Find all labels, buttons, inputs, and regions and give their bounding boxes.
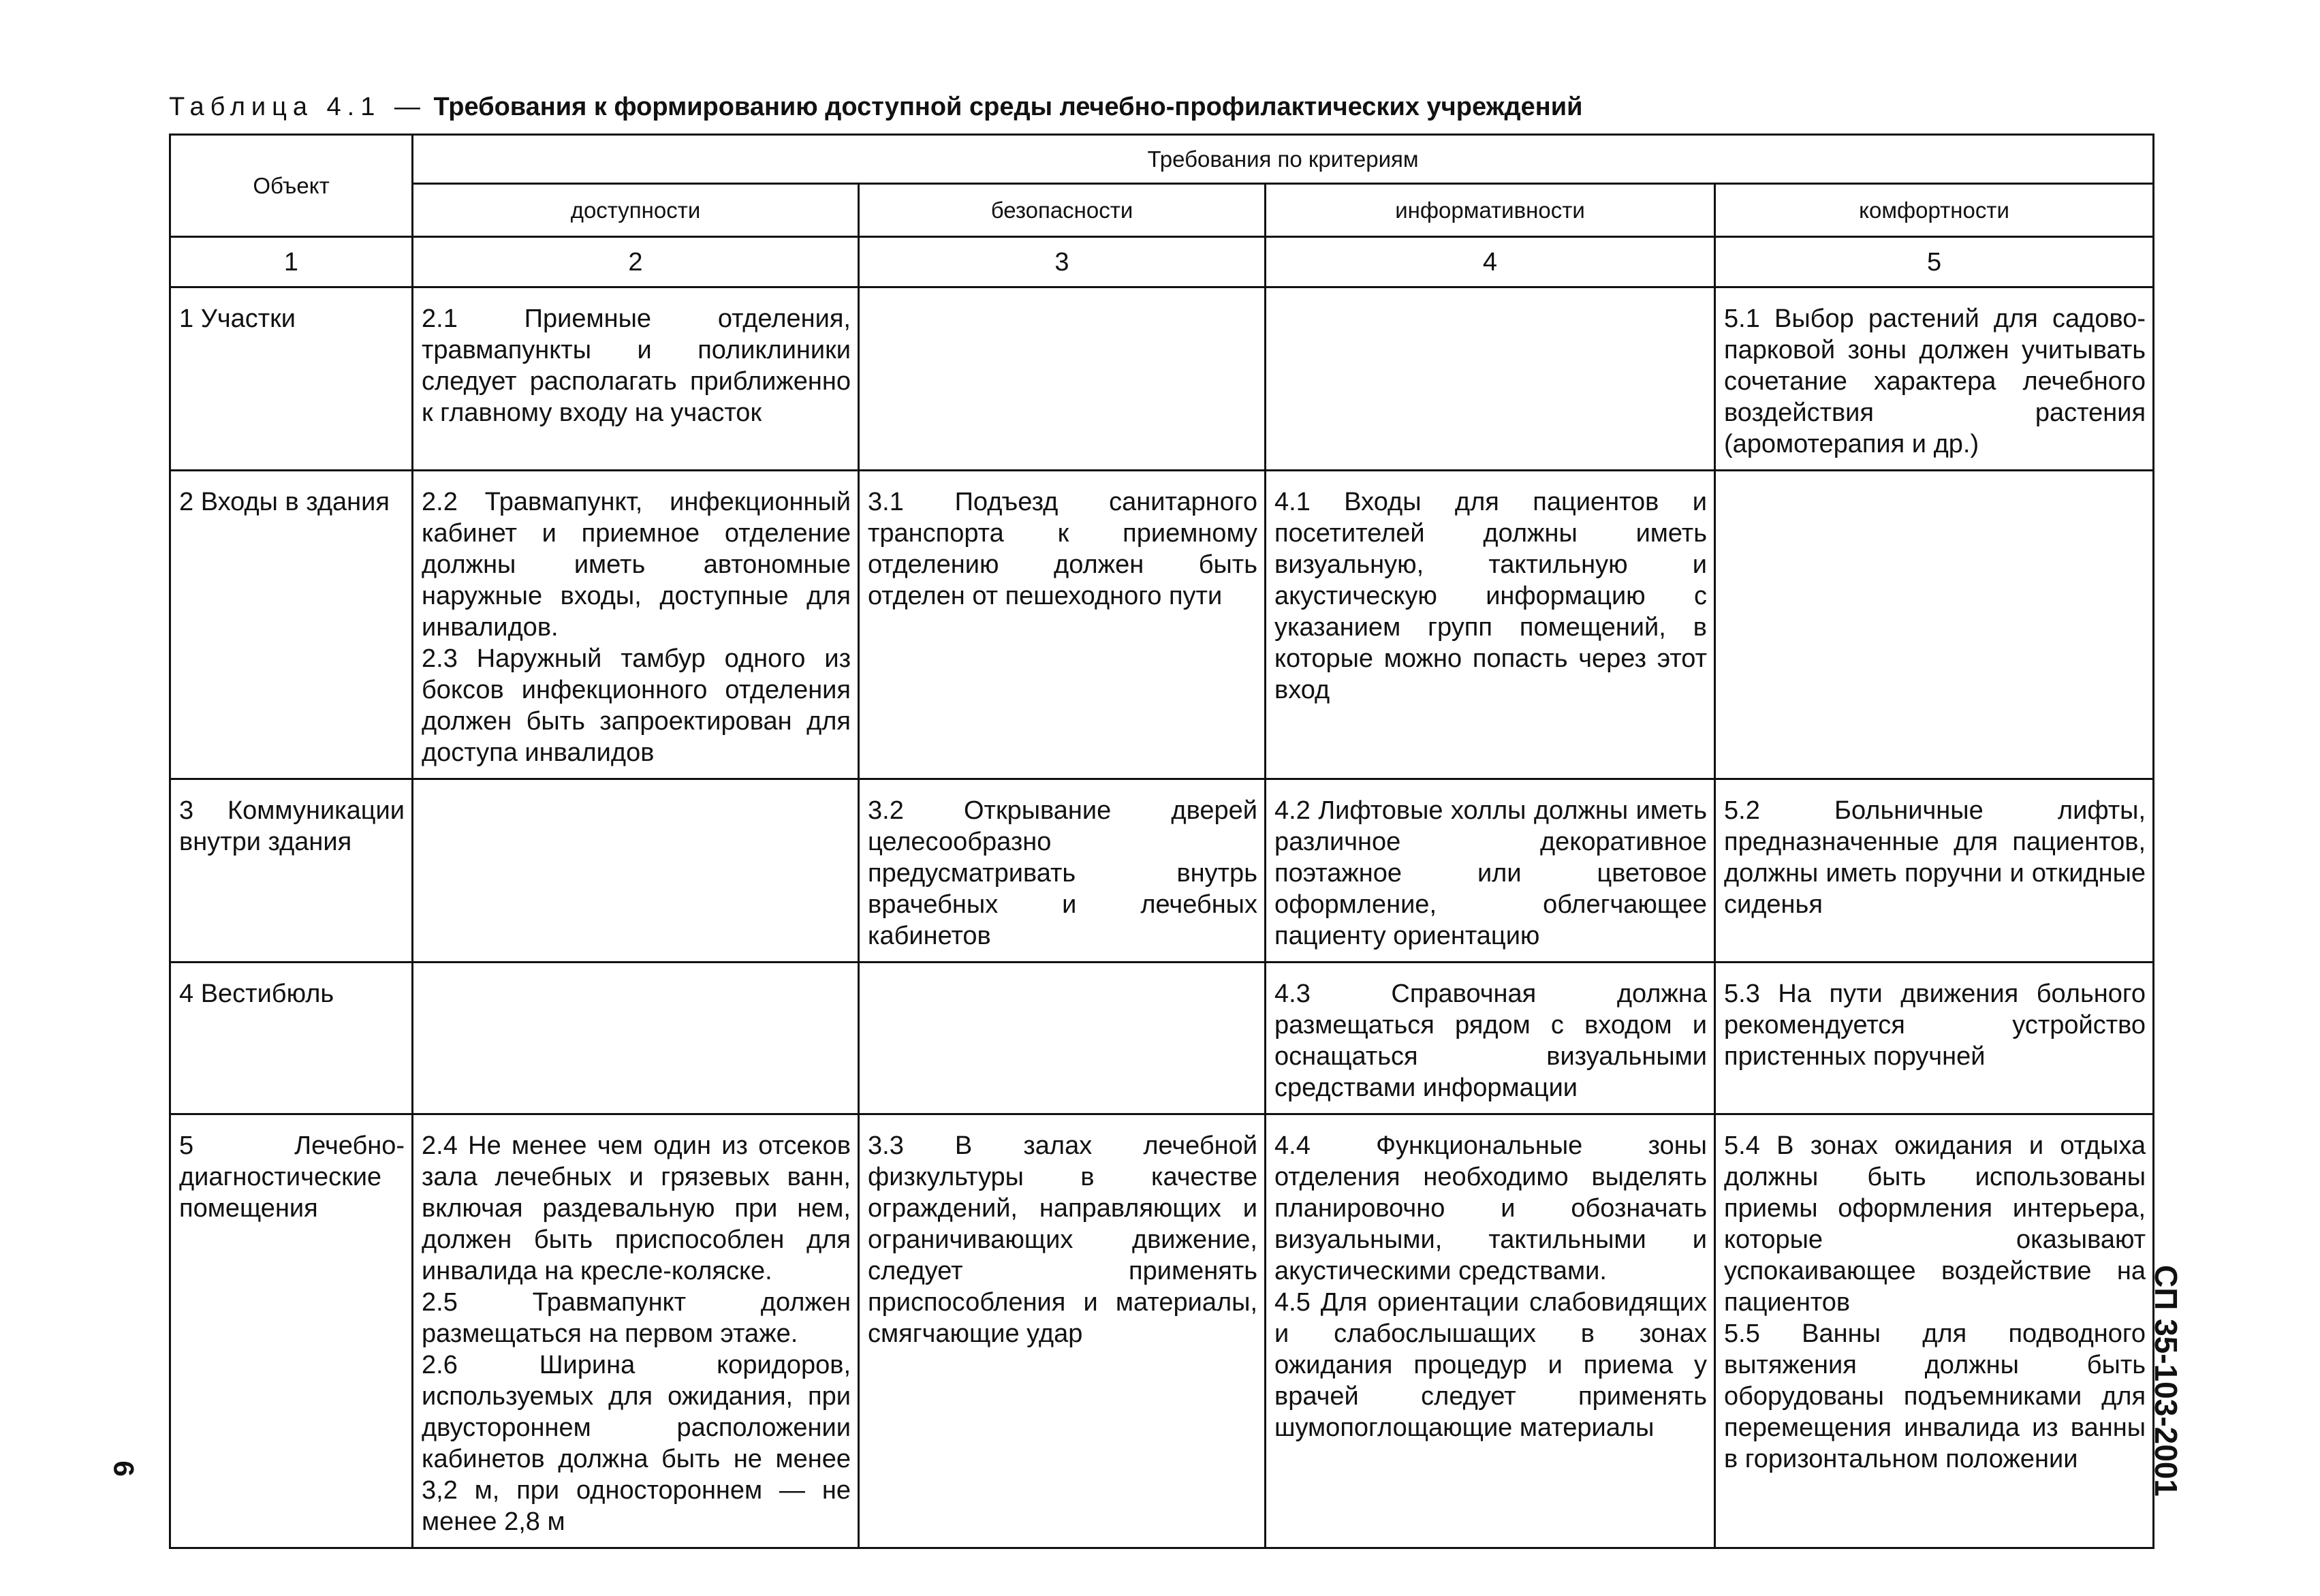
header-row-numbers: [170, 237, 2154, 287]
col-number: 3: [859, 237, 1266, 287]
header-info: информативности: [1266, 184, 1715, 237]
header-access: доступности: [413, 184, 859, 237]
table-row: [170, 287, 2154, 471]
header-row-group: [170, 135, 2154, 184]
cell-safety: [859, 963, 1266, 1114]
row-object: 3 Коммуникации внутри здания: [170, 779, 413, 963]
cell-safety: 3.1 Подъезд санитарного транспорта к приемному отделению должен быть отделен от пешеходного пути: [859, 471, 1266, 779]
row-object: 1 Участки: [170, 287, 413, 471]
header-row-columns: [170, 184, 2154, 237]
table-caption: [169, 90, 1582, 124]
cell-comfort: [1715, 471, 2154, 779]
header-group: Требования по критериям: [413, 135, 2154, 184]
row-object: 2 Входы в здания: [170, 471, 413, 779]
cell-access: 2.4 Не менее чем один из отсеков зала лечебных и грязевых ванн, включая раздевальную при нем, должен быть приспособлен для инвалида на кресле-коляске. 2.5 Травмапункт должен размещаться на первом этаже. 2.6 Ширина коридоров, используемых для ожидания, при двустороннем расположении кабинетов должна быть не менее 3,2 м, при одностороннем — не менее 2,8 м: [413, 1114, 859, 1548]
requirements-table: [169, 134, 2154, 1549]
cell-access: [413, 779, 859, 963]
row-object: 5 Лечебно-диагностические помещения: [170, 1114, 413, 1548]
table-row: [170, 471, 2154, 779]
cell-comfort: 5.2 Больничные лифты, предназначенные для пациентов, должны иметь поручни и откидные сиденья: [1715, 779, 2154, 963]
cell-comfort: 5.4 В зонах ожидания и отдыха должны быть использованы приемы оформления интерьера, которые оказывают успокаивающее воздействие на пациентов 5.5 Ванны для подводного вытяжения должны быть оборудованы подъемниками для перемещения инвалида из ванны в горизонтальном положении: [1715, 1114, 2154, 1548]
page-number: 6: [108, 1460, 140, 1477]
col-number: 2: [413, 237, 859, 287]
caption-prefix: Таблица 4.1 —: [169, 93, 426, 121]
cell-info: 4.1 Входы для пациентов и посетителей должны иметь визуальную, тактильную и акустическую информацию с указанием групп помещений, в которые можно попасть через этот вход: [1266, 471, 1715, 779]
header-safety: безопасности: [859, 184, 1266, 237]
cell-access: 2.1 Приемные отделения, травмапункты и поликлиники следует располагать приближенно к главному входу на участок: [413, 287, 859, 471]
cell-access: 2.2 Травмапункт, инфекционный кабинет и приемное отделение должны иметь автономные наружные входы, доступные для инвалидов. 2.3 Наружный тамбур одного из боксов инфекционного отделения должен быть запроектирован для доступа инвалидов: [413, 471, 859, 779]
cell-info: 4.4 Функциональные зоны отделения необходимо выделять планировочно и обозначать визуальными, тактильными и акустическими средствами. 4.5 Для ориентации слабовидящих и слабослышащих в зонах ожидания процедур и приема у врачей следует применять шумопоглощающие материалы: [1266, 1114, 1715, 1548]
row-object: 4 Вестибюль: [170, 963, 413, 1114]
cell-comfort: 5.3 На пути движения больного рекомендуется устройство пристенных поручней: [1715, 963, 2154, 1114]
cell-safety: 3.3 В залах лечебной физкультуры в качестве ограждений, направляющих и ограничивающих движение, следует применять приспособления и материалы, смягчающие удар: [859, 1114, 1266, 1548]
cell-safety: [859, 287, 1266, 471]
table-row: [170, 963, 2154, 1114]
table-row: [170, 779, 2154, 963]
cell-safety: 3.2 Открывание дверей целесообразно предусматривать внутрь врачебных и лечебных кабинетов: [859, 779, 1266, 963]
cell-info: 4.2 Лифтовые холлы должны иметь различное декоративное поэтажное или цветовое оформление, облегчающее пациенту ориентацию: [1266, 779, 1715, 963]
col-number: 4: [1266, 237, 1715, 287]
caption-title: Требования к формированию доступной среды лечебно-профилактических учреждений: [433, 93, 1583, 121]
cell-info: 4.3 Справочная должна размещаться рядом с входом и оснащаться визуальными средствами информации: [1266, 963, 1715, 1114]
cell-comfort: 5.1 Выбор растений для садово-парковой зоны должен учитывать сочетание характера лечебного воздействия растения (аромотерапия и др.): [1715, 287, 2154, 471]
table-row: [170, 1114, 2154, 1548]
col-number: 5: [1715, 237, 2154, 287]
header-comfort: комфортности: [1715, 184, 2154, 237]
col-number: 1: [170, 237, 413, 287]
cell-info: [1266, 287, 1715, 471]
document-code: СП 35-103-2001: [2148, 1265, 2184, 1497]
cell-access: [413, 963, 859, 1114]
header-object: Объект: [170, 135, 413, 237]
